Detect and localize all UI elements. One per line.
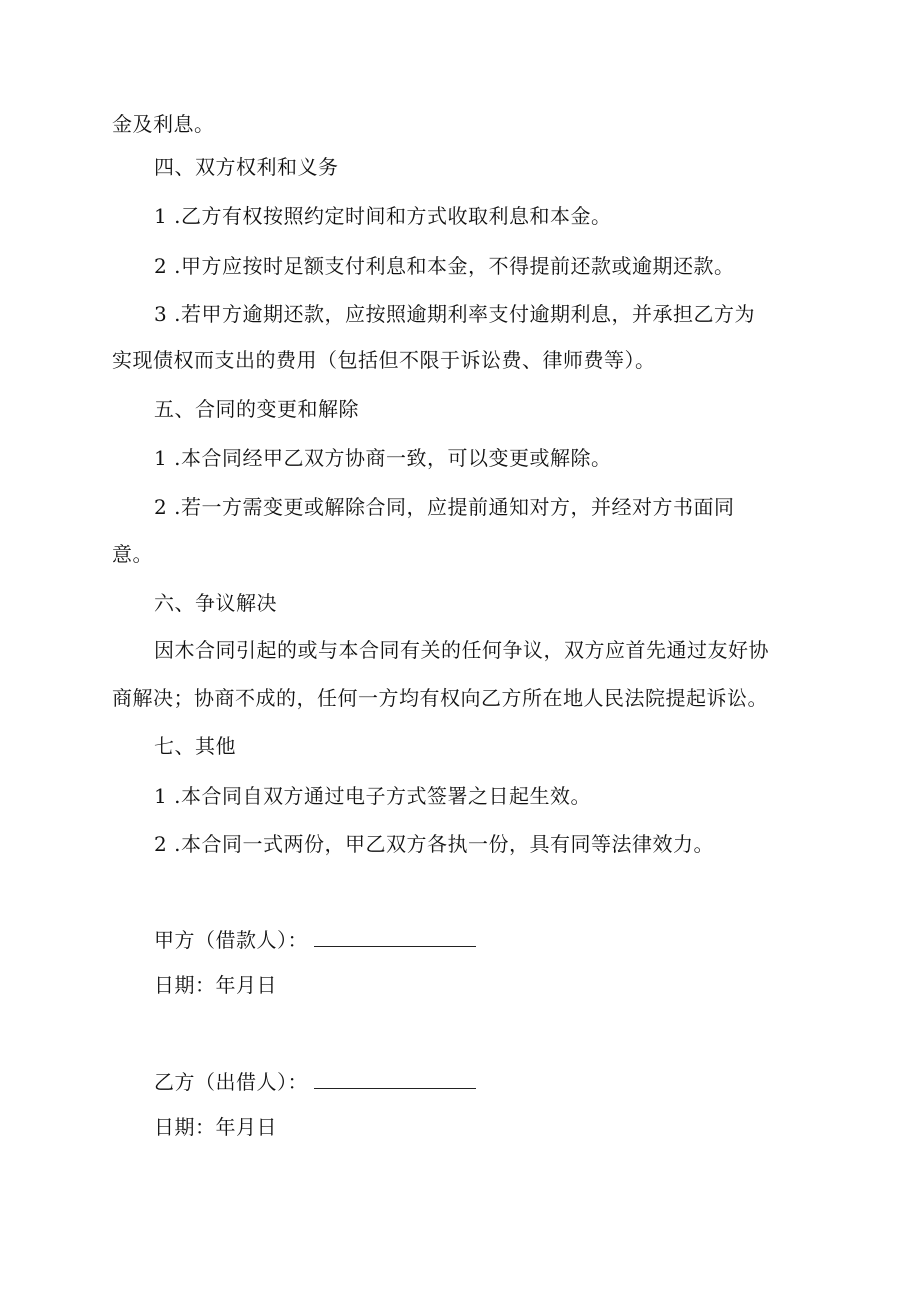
party-b-label: 乙方（出借人）： — [154, 1070, 308, 1094]
section-4-item-3-line-2: 实现债权而支出的费用（包括但不限于诉讼费、律师费等）。 — [112, 348, 656, 372]
section-4-title: 四、双方权利和义务 — [154, 155, 339, 179]
section-7-item-1: 1 .本合同自双方通过电子方式签署之日起生效。 — [154, 784, 591, 808]
section-7-title: 七、其他 — [154, 734, 236, 758]
section-5-title: 五、合同的变更和解除 — [154, 397, 359, 421]
party-a-signature — [154, 926, 476, 954]
party-b-signature — [154, 1068, 476, 1096]
section-4-item-1: 1 .乙方有权按照约定时间和方式收取利息和本金。 — [154, 204, 612, 228]
section-5-item-2-line-1: 2 .若一方需变更或解除合同，应提前通知对方，并经对方书面同 — [154, 495, 735, 519]
party-a-signature-blank[interactable] — [314, 928, 476, 947]
section-4-item-3-line-1: 3 .若甲方逾期还款，应按照逾期利率支付逾期利息，并承担乙方为 — [154, 302, 755, 326]
party-a-label: 甲方（借款人）： — [154, 928, 308, 952]
section-5-item-2-line-2: 意。 — [112, 542, 153, 566]
section-5-item-1: 1 .本合同经甲乙双方协商一致，可以变更或解除。 — [154, 446, 612, 470]
section-6-title: 六、争议解决 — [154, 591, 277, 615]
section-7-item-2: 2 .本合同一式两份，甲乙双方各执一份，具有同等法律效力。 — [154, 832, 714, 856]
prev-section-end: 金及利息。 — [112, 112, 215, 136]
party-b-signature-blank[interactable] — [314, 1070, 476, 1089]
party-b-date: 日期：年月日 — [154, 1115, 277, 1139]
section-4-item-2: 2 .甲方应按时足额支付利息和本金，不得提前还款或逾期还款。 — [154, 254, 735, 278]
section-6-text-line-2: 商解决；协商不成的，任何一方均有权向乙方所在地人民法院提起诉讼。 — [112, 686, 768, 710]
section-6-text-line-1: 因木合同引起的或与本合同有关的任何争议，双方应首先通过友好协 — [154, 638, 769, 662]
party-a-date: 日期：年月日 — [154, 973, 277, 997]
